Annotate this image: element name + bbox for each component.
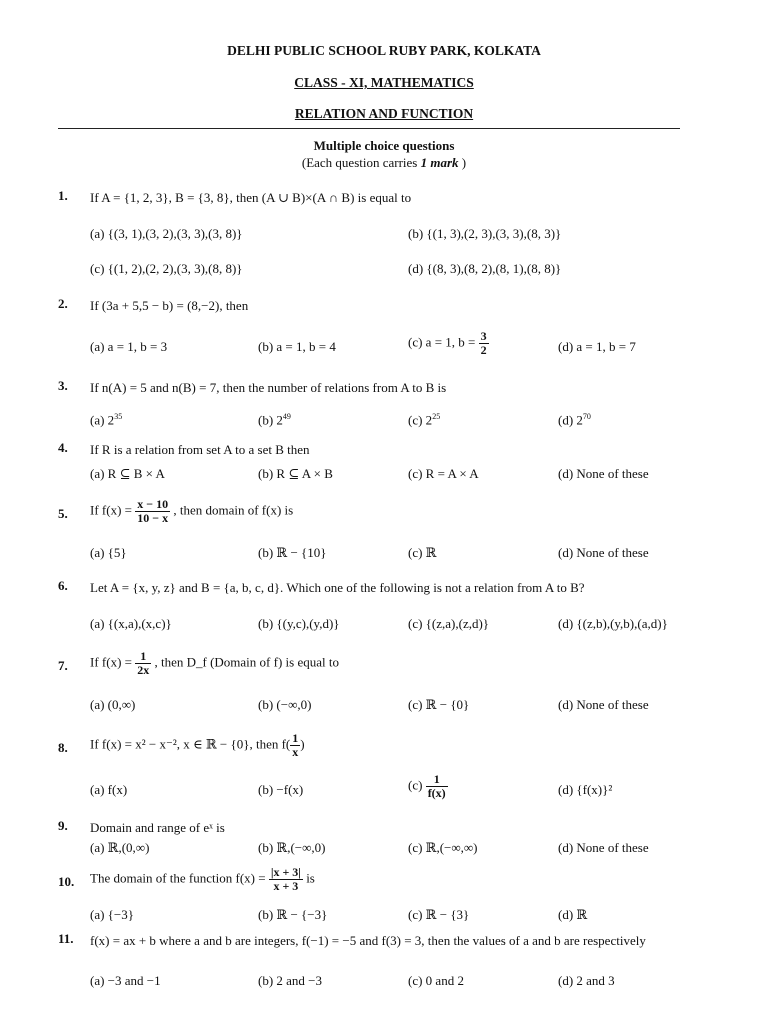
q5-text-post: , then domain of f(x) is	[173, 502, 294, 518]
school-name: DELHI PUBLIC SCHOOL RUBY PARK, KOLKATA	[227, 43, 541, 58]
q7-option-b: (b) (−∞,0)	[258, 697, 312, 712]
q3-option-a-exp: 35	[114, 412, 123, 421]
q8-option-b: (b) −f(x)	[258, 782, 304, 797]
q4-option-c: (c) R = A × A	[408, 466, 479, 481]
q8-option-d: (d) {f(x)}²	[558, 782, 613, 797]
fraction-denominator: 2	[480, 343, 487, 357]
question-number: 3.	[58, 378, 68, 393]
fraction	[135, 498, 170, 525]
q7-option-d: (d) None of these	[558, 697, 649, 712]
q2-option-c-text: (c) a = 1, b =	[408, 334, 476, 350]
q10-text-pre: The domain of the function f(x) =	[90, 870, 266, 886]
q6-option-b: (b) {(y,c),(y,d)}	[258, 616, 340, 631]
fraction-denominator: 2x	[137, 663, 150, 677]
q11-option-c: (c) 0 and 2	[408, 973, 464, 988]
q3-option-b-exp: 49	[282, 412, 291, 421]
q4-option-d: (d) None of these	[558, 466, 649, 481]
q2-option-b: (b) a = 1, b = 4	[258, 339, 336, 354]
q11-option-a: (a) −3 and −1	[90, 973, 161, 988]
q2-option-a: (a) a = 1, b = 3	[90, 339, 168, 354]
question-number: 1.	[58, 188, 68, 203]
q8-option-c	[408, 773, 448, 800]
question-number: 7.	[58, 658, 68, 673]
fraction-denominator: x	[292, 745, 299, 759]
q6-option-d: (d) {(z,b),(y,b),(a,d)}	[558, 616, 668, 631]
q9-option-a: (a) ℝ,(0,∞)	[90, 840, 150, 855]
question-number: 10.	[58, 874, 75, 889]
fraction-denominator: f(x)	[427, 786, 446, 800]
q5-text-pre: If f(x) =	[90, 502, 132, 518]
q3-option-c-base: (c) 2	[408, 412, 433, 428]
question-text	[90, 866, 690, 893]
fraction-numerator: 3	[480, 329, 487, 343]
q3-option-a-base: (a) 2	[90, 412, 115, 428]
question-number: 9.	[58, 818, 68, 833]
topic-title	[0, 106, 768, 122]
question-text: If f(x) = x² − x⁻², x ∈ ℝ − {0}, then f( $\frac{1}{x}$ )	[90, 731, 305, 759]
topic-title-text: RELATION AND FUNCTION	[294, 106, 474, 121]
question-number: 6.	[58, 578, 68, 593]
class-line-text: CLASS - XI, MATHEMATICS	[294, 75, 474, 90]
q5-option-c: (c) ℝ	[408, 545, 437, 560]
question-number: 11.	[58, 931, 74, 946]
q5-option-a: (a) {5}	[90, 545, 127, 560]
q1-option-b: (b) {(1, 3),(2, 3),(3, 3),(8, 3)}	[408, 226, 562, 241]
section-note-marks: 1 mark	[420, 155, 459, 170]
question-number: 5.	[58, 506, 68, 521]
q9-option-b: (b) ℝ,(−∞,0)	[258, 840, 326, 855]
fraction-denominator: 10 − x	[137, 511, 169, 525]
fraction-numerator: 1	[426, 773, 448, 787]
section-title: Multiple choice questions	[313, 138, 455, 153]
q8-option-a: (a) f(x)	[90, 782, 128, 797]
section-note	[0, 155, 768, 171]
question-number: 2.	[58, 296, 68, 311]
q7-option-a: (a) (0,∞)	[90, 697, 136, 712]
q10-option-b: (b) ℝ − {−3}	[258, 907, 328, 922]
question-number: 8.	[58, 740, 68, 755]
q10-option-c: (c) ℝ − {3}	[408, 907, 470, 922]
q4-option-b: (b) R ⊆ A × B	[258, 466, 333, 481]
q11-option-b: (b) 2 and −3	[258, 973, 323, 988]
q3-option-d	[558, 412, 591, 428]
question-text: If n(A) = 5 and n(B) = 7, then the number of relations from A to B is	[90, 380, 447, 395]
class-line	[0, 75, 768, 91]
fraction-numerator: |x + 3|	[270, 865, 301, 879]
q9-option-d: (d) None of these	[558, 840, 649, 855]
q5-option-d: (d) None of these	[558, 545, 649, 560]
question-text: If (3a + 5,5 − b) = (8,−2), then	[90, 298, 249, 313]
q1-option-a: (a) {(3, 1),(3, 2),(3, 3),(3, 8)}	[90, 226, 243, 241]
q2-option-c	[408, 330, 489, 357]
q3-option-b-base: (b) 2	[258, 412, 283, 428]
header-divider	[58, 128, 680, 129]
fraction	[479, 330, 489, 357]
question-text: If R is a relation from set A to a set B then	[90, 442, 310, 457]
q3-option-b	[258, 412, 291, 428]
q8-option-c-text: (c)	[408, 777, 423, 793]
q2-option-d: (d) a = 1, b = 7	[558, 339, 636, 354]
q10-option-d: (d) ℝ	[558, 907, 588, 922]
q7-option-c: (c) ℝ − {0}	[408, 697, 470, 712]
fraction	[426, 773, 448, 800]
q4-option-a: (a) R ⊆ B × A	[90, 466, 165, 481]
q3-option-d-exp: 70	[582, 412, 591, 421]
q1-option-d: (d) {(8, 3),(8, 2),(8, 1),(8, 8)}	[408, 261, 562, 276]
question-text: If A = {1, 2, 3}, B = {3, 8}, then (A ∪ B)×(A ∩ B) is equal to	[90, 190, 412, 205]
q8-text-pre: If f(x) = x² − x⁻², x ∈ ℝ − {0}, then f	[90, 736, 286, 752]
question-text: Domain and range of eˣ is	[90, 820, 225, 835]
q6-option-c: (c) {(z,a),(z,d)}	[408, 616, 490, 631]
q7-text-pre: If f(x) =	[90, 654, 132, 670]
question-number: 4.	[58, 440, 68, 455]
q10-text-post: is	[306, 870, 315, 886]
q7-text-post: , then D_f (Domain of f) is equal to	[154, 654, 339, 670]
fraction-numerator: 1	[135, 650, 151, 664]
section-note-pre: (Each question carries	[301, 155, 421, 170]
fraction-denominator: x + 3	[273, 879, 299, 893]
question-text	[90, 498, 690, 525]
question-text: Let A = {x, y, z} and B = {a, b, c, d}. Which one of the following is not a relation from A to B?	[90, 580, 585, 595]
fraction-numerator: 1	[292, 731, 299, 745]
q10-option-a: (a) {−3}	[90, 907, 134, 922]
fraction-numerator: x − 10	[137, 497, 169, 511]
q11-option-d: (d) 2 and 3	[558, 973, 615, 988]
q9-option-c: (c) ℝ,(−∞,∞)	[408, 840, 478, 855]
fraction	[269, 866, 303, 893]
q1-option-c: (c) {(1, 2),(2, 2),(3, 3),(8, 8)}	[90, 261, 243, 276]
fraction	[135, 650, 151, 677]
question-text: f(x) = ax + b where a and b are integers, f(−1) = −5 and f(3) = 3, then the values of a and b are respectively	[90, 933, 646, 948]
q5-option-b: (b) ℝ − {10}	[258, 545, 327, 560]
section-note-post: )	[458, 155, 467, 170]
fraction	[290, 732, 300, 759]
q6-option-a: (a) {(x,a),(x,c)}	[90, 616, 172, 631]
q3-option-a	[90, 412, 122, 428]
question-text	[90, 650, 690, 677]
q3-option-c	[408, 412, 440, 428]
q3-option-d-base: (d) 2	[558, 412, 583, 428]
q3-option-c-exp: 25	[432, 412, 441, 421]
